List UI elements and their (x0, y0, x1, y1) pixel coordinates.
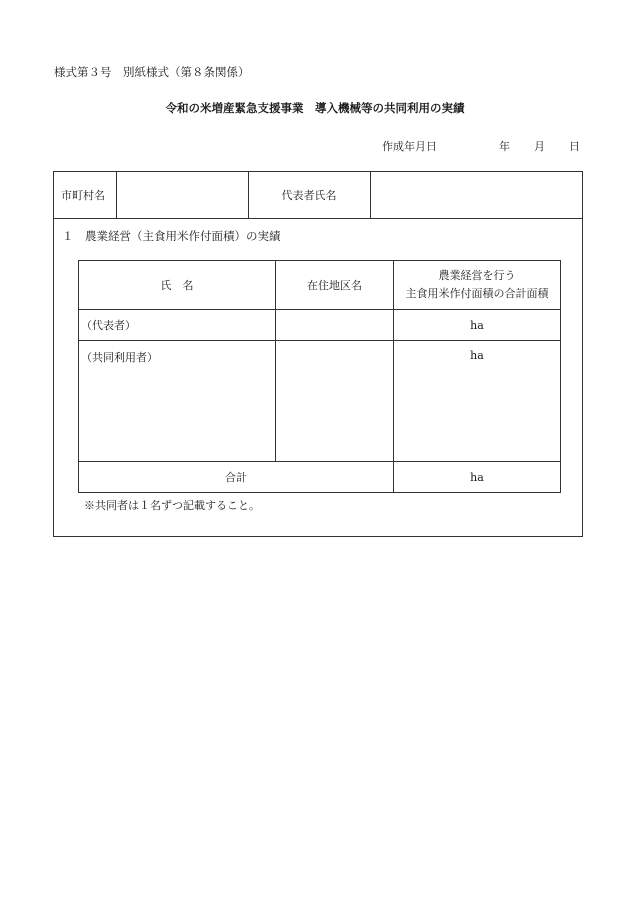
total-label: 合計 (79, 462, 394, 493)
form-id: 様式第３号 別紙様式（第８条関係） (54, 65, 250, 79)
table-row (79, 341, 561, 462)
representative-total-cell[interactable]: ha (394, 310, 561, 341)
table-total-row (79, 462, 561, 493)
representative-area-cell[interactable] (276, 310, 394, 341)
representative-name-field[interactable] (371, 172, 582, 218)
date-month-field[interactable]: 月 (534, 140, 545, 153)
joint-user-area-cell[interactable] (276, 341, 394, 462)
table-row (79, 310, 561, 341)
representative-row-label[interactable]: （代表者） (79, 310, 276, 341)
representative-label: 代表者氏名 (281, 189, 337, 202)
date-row (382, 138, 580, 154)
table-header-row (79, 261, 561, 310)
col-header-total-line1: 農業経営を行う (438, 269, 516, 282)
section-heading: １ 農業経営（主食用米作付面積）の実績 (62, 229, 281, 243)
date-year-field[interactable]: 年 (499, 140, 510, 153)
note-text: ※共同者は１名ずつ記載すること。 (84, 499, 260, 512)
document-title: 令和の米増産緊急支援事業 導入機械等の共同利用の実績 (165, 101, 465, 115)
total-value-cell[interactable]: ha (394, 462, 561, 493)
results-table (78, 260, 561, 493)
header-row (54, 172, 582, 219)
form-frame (53, 171, 583, 537)
joint-user-row-label[interactable]: （共同利用者） (79, 341, 276, 462)
col-header-area: 在住地区名 (276, 261, 394, 310)
col-header-total-line2: 主食用米作付面積の合計面積 (405, 287, 549, 300)
date-label: 作成年月日 (382, 140, 437, 153)
col-header-name: 氏 名 (79, 261, 276, 310)
municipality-label: 市町村名 (61, 189, 105, 202)
date-day-field[interactable]: 日 (569, 140, 580, 153)
joint-user-total-cell[interactable]: ha (394, 341, 561, 462)
col-header-total (394, 261, 561, 310)
municipality-field[interactable] (117, 172, 248, 218)
